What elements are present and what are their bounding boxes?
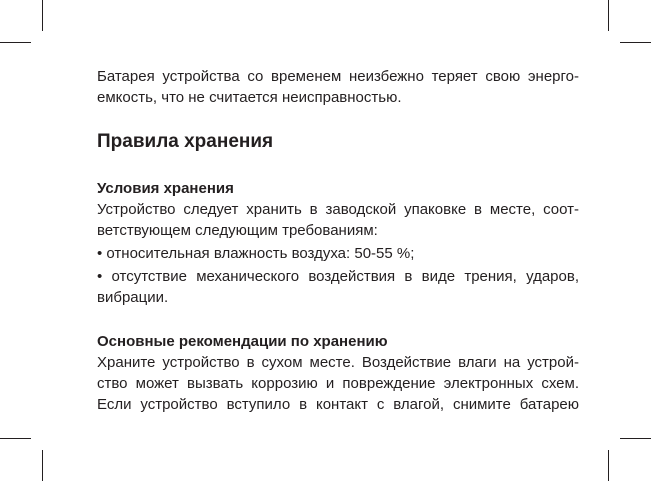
- storage-conditions-paragraph: [97, 199, 579, 241]
- section-title: Правила хранения: [97, 131, 274, 152]
- bullet-item: [97, 243, 579, 264]
- crop-mark: [608, 0, 609, 31]
- crop-mark: [620, 42, 651, 43]
- text-line: ство может вызвать коррозию и повреждение электронных схем.: [97, 375, 579, 392]
- text-line: вибрации.: [97, 289, 169, 306]
- crop-mark: [42, 450, 43, 481]
- text-line: ветствующем следующим требованиям:: [97, 222, 378, 239]
- crop-mark: [0, 438, 31, 439]
- text-line: Храните устройство в сухом месте. Воздействие влаги на устрой-: [97, 354, 579, 371]
- recommendations-section: [97, 331, 579, 415]
- text-line: • относительная влажность воздуха: 50-55 %;: [97, 245, 415, 262]
- bullet-item: [97, 266, 579, 308]
- recommendations-paragraph: [97, 352, 579, 415]
- crop-mark: [0, 42, 31, 43]
- intro-paragraph: [97, 66, 579, 108]
- crop-mark: [620, 438, 651, 439]
- crop-mark: [608, 450, 609, 481]
- text-line: Батарея устройства со временем неизбежно теряет свою энерго-: [97, 68, 579, 85]
- storage-conditions-section: [97, 178, 579, 308]
- recommendations-heading: Основные рекомендации по хранению: [97, 333, 388, 350]
- text-line: Если устройство вступило в контакт с влагой, снимите батарею: [97, 396, 579, 413]
- crop-mark: [42, 0, 43, 31]
- text-line: • отсутствие механического воздействия в виде трения, ударов,: [97, 268, 579, 285]
- text-line: емкость, что не считается неисправностью.: [97, 89, 402, 106]
- text-line: Устройство следует хранить в заводской упаковке в месте, соот-: [97, 201, 579, 218]
- storage-conditions-heading: Условия хранения: [97, 180, 234, 197]
